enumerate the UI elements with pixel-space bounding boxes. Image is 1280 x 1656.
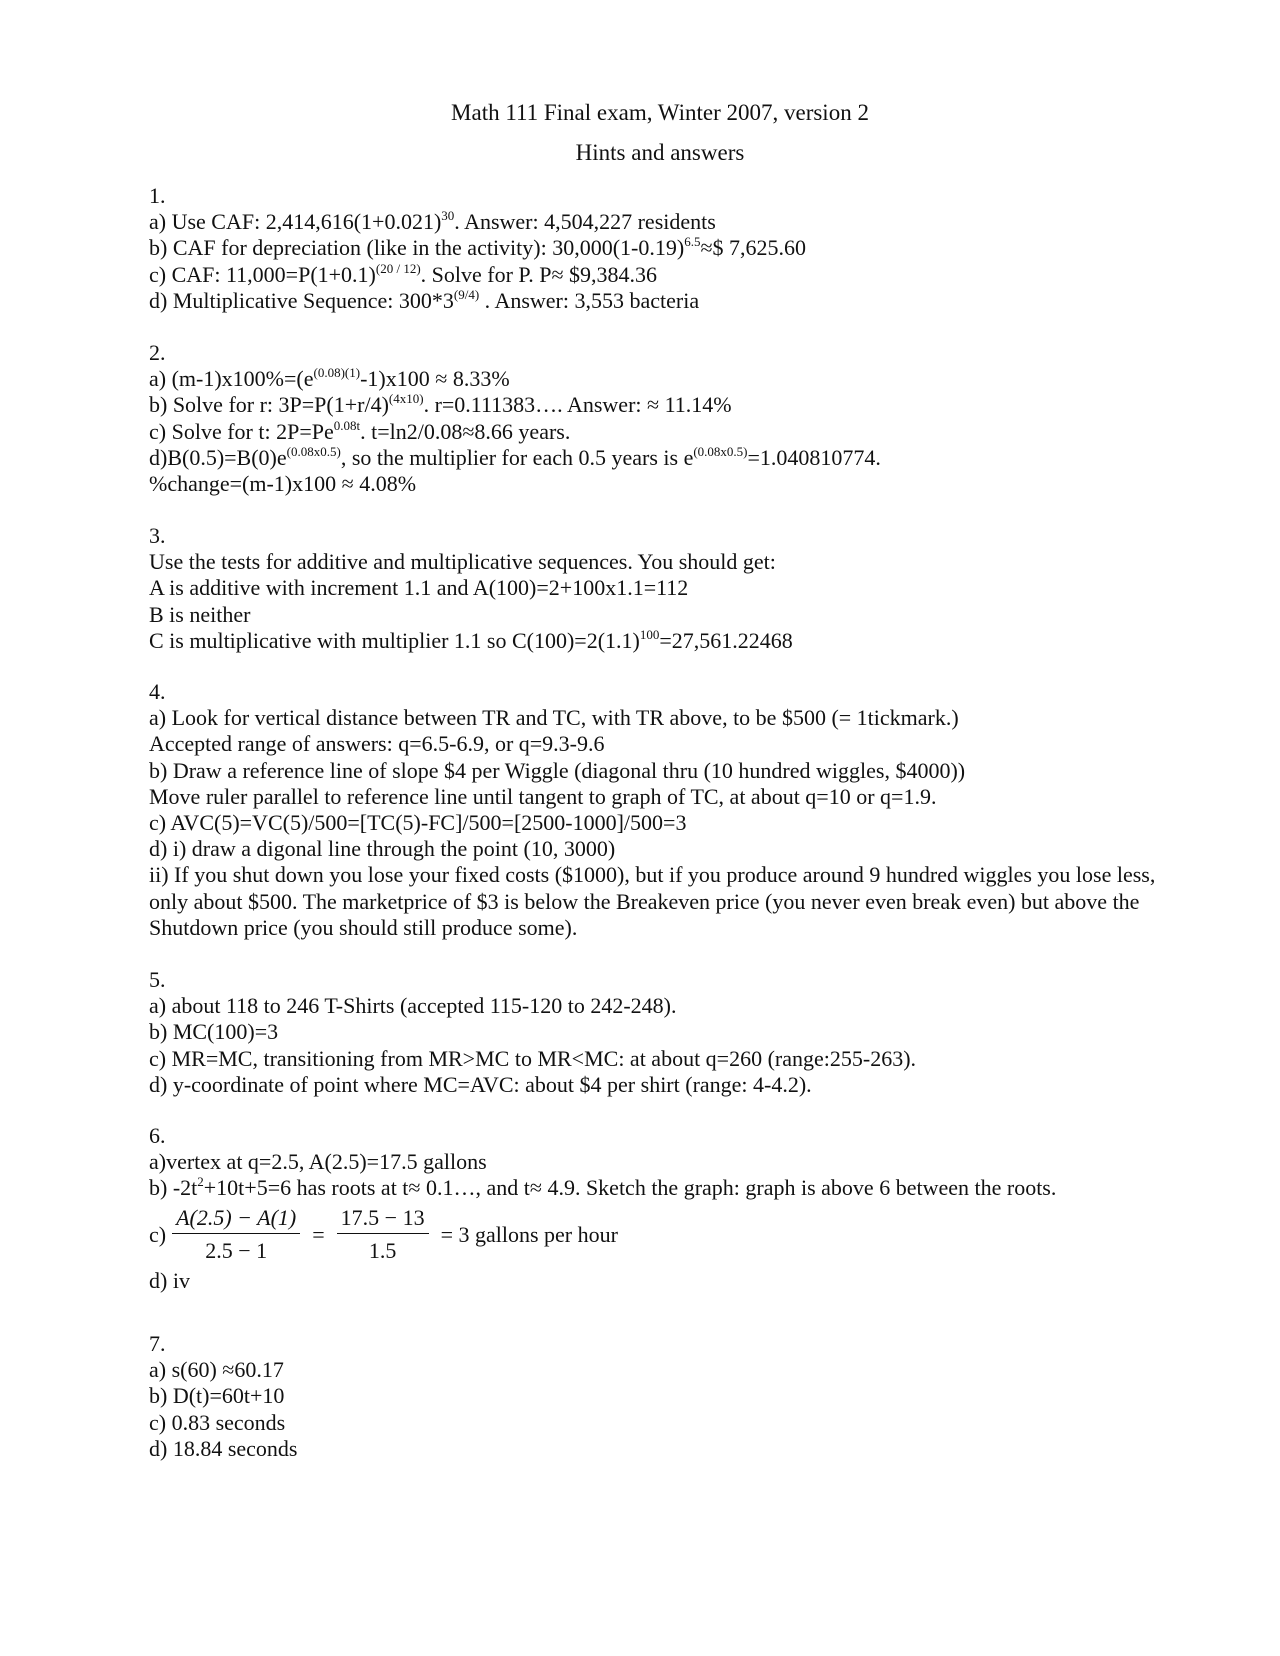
fraction [172,1206,300,1263]
answer-line: %change=(m-1)x100 ≈ 4.08% [149,471,417,497]
answer-line: d) iv [149,1267,190,1293]
equals-sign: = [312,1221,325,1247]
answer-line: $d)B(0.5)=B(0)e^{(0.08x0.5)}$, so the multiplier for each 0.5 years is $e^{(0.08x0.5)}=1.040810774$. [149,443,881,470]
question-3 [149,523,1149,654]
question-number: 3. [149,523,166,548]
result-text: = 3 gallons per hour [440,1221,618,1247]
question-6 [149,1123,1149,1294]
fraction-denominator: 1.5 [368,1238,397,1264]
question-4 [149,679,1156,941]
fraction [337,1206,429,1263]
question-1 [149,183,1149,314]
question-5 [149,967,1149,1098]
answer-line: a) Use CAF: $2,414,616(1+0.021)^{30}$. Answer: 4,504,227 residents [149,208,716,235]
question-number: 6. [149,1123,166,1148]
question-number: 1. [149,183,166,208]
answer-line: b) $-2t^2+10t+5=6$ has roots at t≈ 0.1…, and t≈ 4.9. Sketch the graph: graph is above 6 between the roots. [149,1174,1057,1201]
page-subtitle: Hints and answers [575,140,745,165]
question-number: 4. [149,679,166,704]
answer-line: b) D(t)=60t+10 [149,1383,285,1409]
answer-line: b) MC(100)=3 [149,1019,279,1045]
question-2 [149,340,1149,497]
fraction-denominator: 2.5 − 1 [205,1238,268,1264]
question-number: 2. [149,340,166,365]
answer-line: c) AVC(5)=VC(5)/500=[TC(5)-FC]/500=[2500-1000]/500=3 [149,810,687,836]
answer-line: d) y-coordinate of point where MC=AVC: about $4 per shirt (range: 4-4.2). [149,1071,812,1097]
answer-line: B is neither [149,601,251,627]
question-number: 5. [149,967,166,992]
answer-line: b) Solve for r: $3P=P(1+r/4)^{(4x10)}$. r=0.111383…. Answer: ≈ 11.14% [149,391,732,418]
answer-line: c) 0.83 seconds [149,1409,286,1435]
answer-line: d) Multiplicative Sequence: $300*3^{(9/4)}$ . Answer: 3,553 bacteria [149,286,700,313]
answer-label: c) [149,1221,167,1247]
answer-line: C is multiplicative with multiplier 1.1 so $C(100)=2(1.1)^{100}=27,561.22468$ [149,626,793,653]
answer-line: Use the tests for additive and multiplicative sequences. You should get: [149,549,776,575]
fraction-numerator: A(2.5) − A(1) [172,1206,300,1234]
answer-line: a) $(m-1)x100\%=(e^{(0.08)(1)}-1)x100 \approx 8.33\%$ [149,365,510,392]
answer-line: b) CAF for depreciation (like in the activity): $30,000(1-0.19)^{6.5}\approx\$$ 7,625.60 [149,234,807,261]
answer-line: d) 18.84 seconds [149,1435,298,1461]
answer-line: A is additive with increment 1.1 and A(100)=2+100x1.1=112 [149,575,689,601]
answer-line: a) s(60) ≈60.17 [149,1357,284,1383]
answer-paragraph: ii) If you shut down you lose your fixed costs ($1000), but if you produce around 9 hundred wiggles you lose less, only about $500. The marketprice of $3 is below the Breakeven price (you never even break even) but above the Shutdown price (you should still produce some). [149,862,1156,940]
answer-line: b) Draw a reference line of slope $4 per Wiggle (diagonal thru (10 hundred wiggles, $4000)) [149,757,966,783]
answer-line: c) Solve for t: $2P=Pe^{0.08t}$. t=ln2/0.08≈8.66 years. [149,417,571,444]
fraction-numerator: 17.5 − 13 [337,1206,429,1234]
question-number: 7. [149,1331,166,1356]
answer-line: a) Look for vertical distance between TR and TC, with TR above, to be $500 (= 1tickmark.) [149,705,959,731]
page-title: Math 111 Final exam, Winter 2007, version 2 [451,100,869,125]
average-rate-equation [149,1202,1149,1268]
answer-line: Move ruler parallel to reference line until tangent to graph of TC, at about q=10 or q=1.9. [149,783,937,809]
question-7 [149,1331,1149,1462]
answer-line: c) MR=MC, transitioning from MR>MC to MR<MC: at about q=260 (range:255-263). [149,1045,917,1071]
answer-line: d) i) draw a digonal line through the point (10, 3000) [149,836,616,862]
answer-line: Accepted range of answers: q=6.5-6.9, or q=9.3-9.6 [149,731,605,757]
answer-line: a)vertex at q=2.5, A(2.5)=17.5 gallons [149,1149,487,1175]
answer-line: c) CAF: $11,000=P(1+0.1)^{(20 / 12)}$. Solve for P. P≈ $9,384.36 [149,260,658,287]
answer-line: a) about 118 to 246 T-Shirts (accepted 115-120 to 242-248). [149,993,677,1019]
